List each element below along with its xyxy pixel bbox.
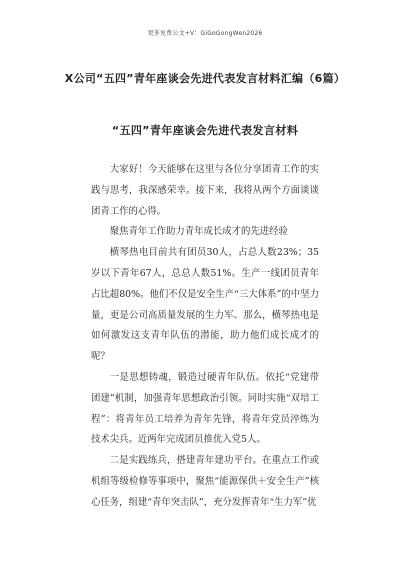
paragraph-point-two: 二是实践练兵，搭建青年建功平台。在重点工作或机组等级检修等事项中，聚焦“能源保供＋安全生产”核心任务，组建“青年突击队”，充分发挥青年“生力军”优 bbox=[91, 455, 319, 508]
paragraph-heading: 聚焦青年工作助力青年成长成才的先进经验 bbox=[109, 226, 288, 238]
document-title: X公司“五四”青年座谈会先进代表发言材料汇编（6篇） bbox=[64, 72, 346, 85]
paragraph-point-one: 一是思想铸魂，锻造过硬青年队伍。依托“党建带团建”机制，加强青年思想政治引领。同时实施“双培工程”：将青年员工培养为青年先锋，将青年党员淬炼为技术尖兵。近两年完成团员推优入党5人。 bbox=[91, 371, 319, 446]
body-text bbox=[91, 160, 319, 514]
section-title: “五四”青年座谈会先进代表发言材料 bbox=[111, 124, 299, 137]
paragraph-greeting: 大家好！今天能够在这里与各位分享团青工作的实践与思考，我深感荣幸。接下来，我将从两个方面谈谈团青工作的心得。 bbox=[91, 164, 319, 217]
paragraph-statistics: 横琴热电目前共有团员30人，占总人数23%；35岁以下青年67人，总总人数51%。生产一线团员青年占比超80%。他们不仅是安全生产“三大体系”的中坚力量，更是公司高质量发展的生力军。那么，横琴热电是如何激发这支青年队伍的潜能，助力他们成长成才的呢？ bbox=[91, 247, 319, 363]
header-note: 更多免费公文+V：GiGoGongWen2026 bbox=[147, 30, 263, 37]
